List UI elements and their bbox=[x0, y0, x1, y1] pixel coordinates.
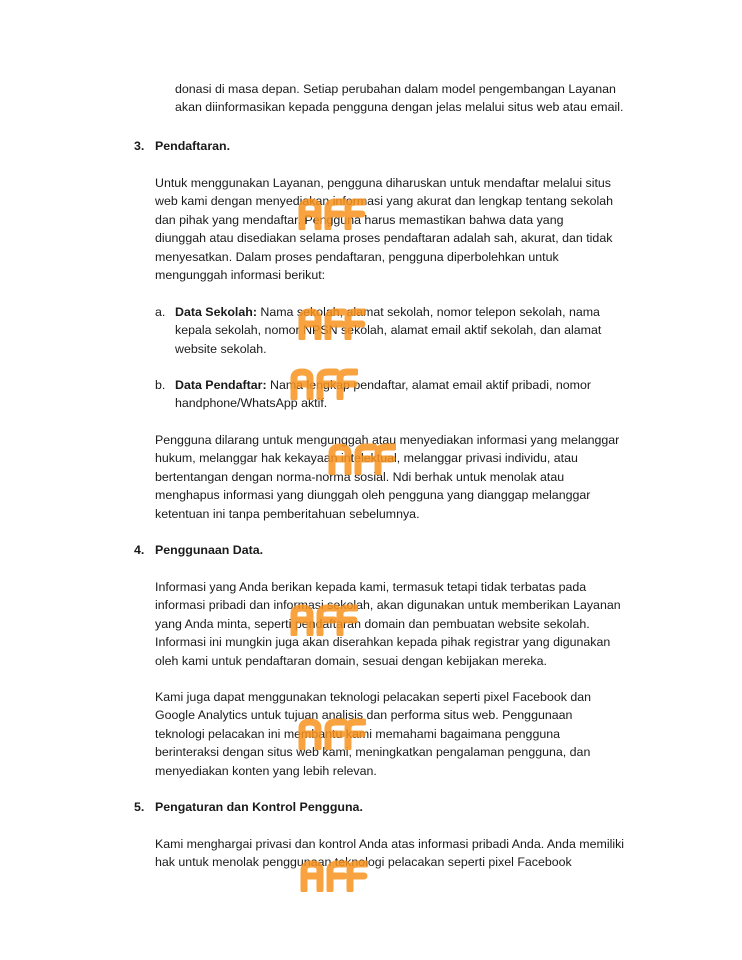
list-marker-a: a. bbox=[155, 305, 166, 319]
section-3-title: Pendaftaran. bbox=[155, 139, 231, 153]
section-5-paragraph-1: Kami menghargai privasi dan kontrol Anda atas informasi pribadi Anda. Anda memiliki hak untuk menolak penggunaan teknologi pelacakan seperti pixel Facebook bbox=[155, 837, 625, 870]
section-4-paragraph-1: Informasi yang Anda berikan kepada kami, termasuk tetapi tidak terbatas pada informasi pribadi dan informasi sekolah, akan digunakan untuk memberikan Layanan yang Anda minta, seperti pendaftaran domain dan pembuatan website sekolah. Informasi ini mungkin juga akan diserahkan kepada pihak registrar yang digunakan oleh kami untuk pendaftaran domain, sesuai dengan kebijakan mereka. bbox=[155, 580, 621, 668]
list-item-a-term: Data Sekolah: bbox=[175, 305, 257, 319]
section-4-title: Penggunaan Data. bbox=[155, 543, 264, 557]
section-4-paragraph-2: Kami juga dapat menggunakan teknologi pelacakan seperti pixel Facebook dan Google Analytics untuk tujuan analisis dan performa situs web. Penggunaan teknologi pelacakan ini membantu kami memahami bagaimana pengguna berinteraksi dengan situs web kami, meningkatkan pengalaman pengguna, dan menyediakan konten yang lebih relevan. bbox=[155, 690, 592, 778]
list-marker-b: b. bbox=[155, 378, 166, 392]
section-3-paragraph-1: Untuk menggunakan Layanan, pengguna diharuskan untuk mendaftar melalui situs web kami dengan menyediakan informasi yang akurat dan lengkap tentang sekolah dan pihak yang mendaftar. Pengguna harus memastikan bahwa data yang diunggah atau disediakan selama proses pendaftaran adalah sah, akurat, dan tidak menyesatkan. Dalam proses pendaftaran, pengguna diperbolehkan untuk mengunggah informasi berikut: bbox=[155, 176, 614, 283]
section-3-number: 3. bbox=[134, 139, 145, 153]
list-item-data-pendaftar bbox=[175, 376, 600, 413]
list-item-a-text: Nama sekolah, alamat sekolah, nomor telepon sekolah, nama kepala sekolah, nomor NPSN sekolah, alamat email aktif sekolah, dan alamat website sekolah. bbox=[175, 305, 602, 356]
intro-paragraph: donasi di masa depan. Setiap perubahan dalam model pengembangan Layanan akan diinformasikan kepada pengguna dengan jelas melalui situs web atau email. bbox=[175, 82, 624, 115]
section-4-number: 4. bbox=[134, 543, 145, 557]
list-item-b-text: Nama lengkap pendaftar, alamat email aktif pribadi, nomor handphone/WhatsApp aktif. bbox=[175, 378, 591, 411]
section-3-paragraph-2: Pengguna dilarang untuk mengunggah atau menyediakan informasi yang melanggar hukum, melanggar hak kekayaan intelektual, melanggar privasi individu, atau bertentangan dengan norma-norma sosial. Ndi berhak untuk menolak atau menghapus informasi yang diunggah oleh pengguna yang dianggap melanggar ketentuan ini tanpa pemberitahuan sebelumnya. bbox=[155, 433, 620, 521]
list-item-b-term: Data Pendaftar: bbox=[175, 378, 267, 392]
section-5-title: Pengaturan dan Kontrol Pengguna. bbox=[155, 800, 363, 814]
section-5-number: 5. bbox=[134, 800, 145, 814]
list-item-data-sekolah bbox=[175, 303, 605, 358]
